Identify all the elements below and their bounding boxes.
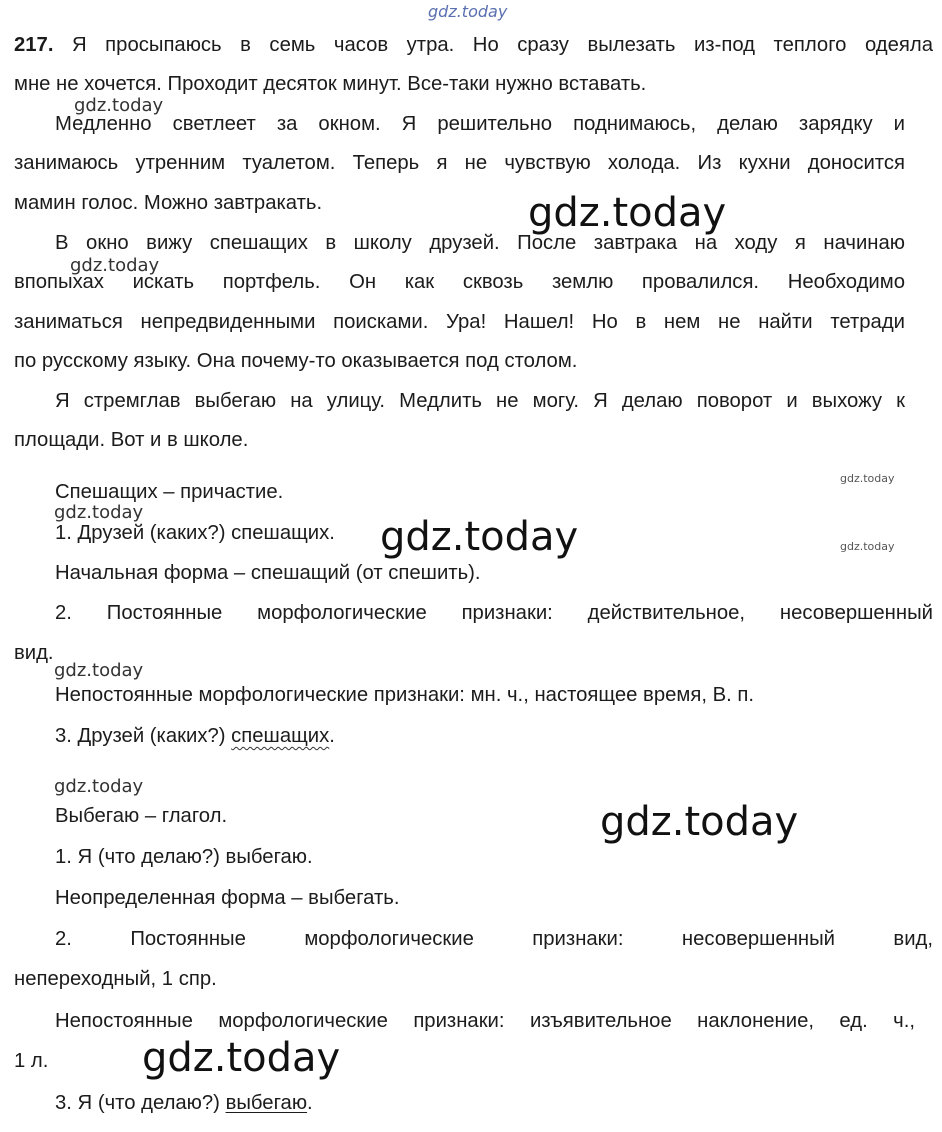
watermark-large-3: gdz.today [600,799,799,845]
exercise-number: 217. [14,34,54,56]
watermark-small-3: gdz.today [54,502,144,523]
analysis-1-item-2-cont: вид. [14,642,54,664]
analysis-2-item-3 [55,1091,313,1115]
analysis-1-item-3 [55,724,335,748]
text-segment: . [329,725,335,747]
paragraph-1-line-2: мне не хочется. Проходит десяток минут. Все-таки нужно вставать. [14,73,647,95]
analysis-1-item-1: 1. Друзей (каких?) спешащих. [55,522,335,544]
watermark-large-1: gdz.today [528,190,727,236]
watermark-small-4: gdz.today [54,660,144,681]
analysis-2-item-2-cont: непереходный, 1 спр. [14,968,217,990]
paragraph-3-line-1: В окно вижу спешащих в школу друзей. После завтрака на ходу я начинаю [55,232,905,254]
paragraph-4-line-1: Я стремглав выбегаю на улицу. Медлить не могу. Я делаю поворот и выхожу к [55,390,905,412]
paragraph-2-line-1: Медленно светлеет за окном. Я решительно поднимаюсь, делаю зарядку и [55,113,905,135]
analysis-1-item-2: 2. Постоянные морфологические признаки: действительное, несовершенный [55,602,933,624]
analysis-2-nonconstant: Непостоянные морфологические признаки: изъявительное наклонение, ед. ч., [55,1010,915,1032]
text-segment: Я просыпаюсь в семь часов утра. Но сразу вылезать из-под теплого одеяла [72,34,933,56]
watermark-small-2: gdz.today [70,255,160,276]
paragraph-2-line-3: мамин голос. Можно завтракать. [14,192,323,214]
analysis-1-heading: Спешащих – причастие. [55,481,284,503]
watermark-large-4: gdz.today [142,1035,341,1081]
paragraph-1-line-1 [14,33,933,57]
analysis-2-item-1: 1. Я (что делаю?) выбегаю. [55,846,313,868]
watermark-small-5: gdz.today [54,776,144,797]
wavy-underlined-word: спешащих [231,725,330,747]
underlined-word: выбегаю [225,1092,308,1114]
paragraph-3-line-2: впопыхах искать портфель. Он как сквозь землю провалился. Необходимо [14,271,905,293]
watermark-top: gdz.today [428,2,508,21]
analysis-1-nonconstant: Непостоянные морфологические признаки: мн. ч., настоящее время, В. п. [55,684,754,706]
analysis-2-heading: Выбегаю – глагол. [55,805,228,827]
paragraph-4-line-2: площади. Вот и в школе. [14,429,249,451]
analysis-2-nonconstant-cont: 1 л. [14,1050,49,1072]
paragraph-2-line-2: занимаюсь утренним туалетом. Теперь я не чувствую холода. Из кухни доносится [14,152,905,174]
watermark-tiny-2: gdz.today [840,540,895,553]
paragraph-3-line-3: заниматься непредвиденными поисками. Ура! Нашел! Но в нем не найти тетради [14,311,905,333]
watermark-large-2: gdz.today [380,514,579,560]
watermark-small-1: gdz.today [74,95,164,116]
text-segment: . [307,1092,313,1114]
analysis-1-initial-form: Начальная форма – спешащий (от спешить). [55,562,481,584]
text-segment: 3. Я (что делаю?) [55,1092,226,1114]
analysis-2-item-2: 2. Постоянные морфологические признаки: несовершенный вид, [55,928,933,950]
watermark-tiny-1: gdz.today [840,472,895,485]
text-segment: 3. Друзей (каких?) [55,725,232,747]
analysis-2-initial-form: Неопределенная форма – выбегать. [55,887,400,909]
paragraph-3-line-4: по русскому языку. Она почему-то оказывается под столом. [14,350,578,372]
